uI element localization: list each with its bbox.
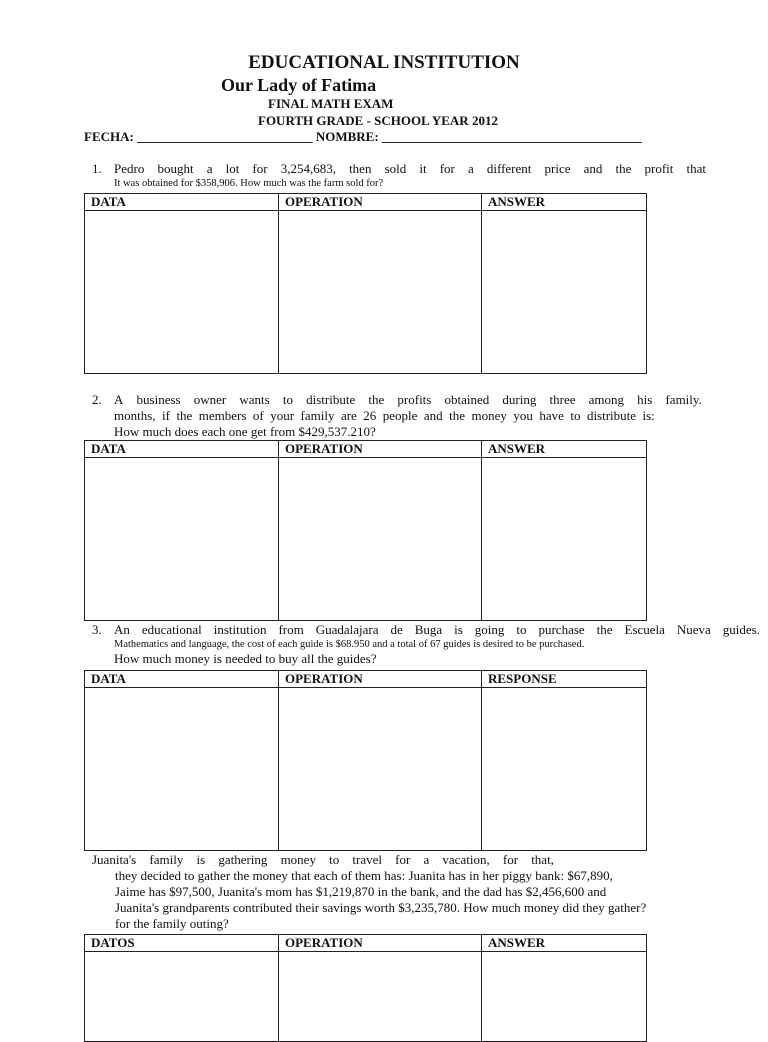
word: have: [539, 408, 564, 423]
column-header: ANSWER: [482, 935, 647, 952]
answer-table-3: [84, 670, 647, 851]
question-line: How much money is needed to buy all the guides?: [114, 651, 377, 666]
word: it: [419, 161, 427, 176]
word: Guadalajara: [315, 622, 379, 637]
operation-cell[interactable]: [279, 458, 482, 621]
question-line: It was obtained for $358,906. How much was the farm sold for?: [114, 178, 384, 189]
question-line: [114, 392, 702, 408]
word: the: [449, 408, 466, 423]
word: the: [596, 622, 613, 637]
word: A: [114, 392, 124, 407]
column-header: ANSWER: [482, 194, 647, 211]
question-line: [114, 408, 655, 424]
question-3: [92, 622, 760, 667]
question-2: [92, 392, 702, 440]
word: is: [454, 622, 463, 637]
word: family.: [665, 392, 702, 407]
school-name: Our Lady of Fatima: [221, 75, 377, 95]
word: is: [196, 852, 206, 867]
question-line: How much does each one get from $429,537.210?: [114, 424, 376, 439]
word: Pedro: [114, 161, 145, 176]
column-header: ANSWER: [482, 441, 647, 458]
answer-table-4: [84, 934, 647, 1042]
word: institution: [213, 622, 267, 637]
word: three: [549, 392, 576, 407]
word: different: [486, 161, 532, 176]
word: a: [206, 161, 213, 176]
institution-title: EDUCATIONAL INSTITUTION: [248, 52, 520, 73]
word: if: [162, 408, 170, 423]
word: going: [474, 622, 505, 637]
word: your: [270, 408, 295, 423]
word: a: [423, 852, 430, 867]
word: distribute: [586, 408, 637, 423]
response-cell[interactable]: [482, 688, 647, 851]
column-header: DATA: [85, 194, 279, 211]
word: during: [502, 392, 537, 407]
word: vacation,: [442, 852, 490, 867]
word: from: [278, 622, 304, 637]
word: for: [439, 161, 455, 176]
column-header: OPERATION: [279, 441, 482, 458]
word: people: [382, 408, 418, 423]
word: money: [471, 408, 507, 423]
word: you: [513, 408, 533, 423]
word: Nueva: [676, 622, 711, 637]
question-line: Jaime has $97,500, Juanita's mom has $1,219,870 in the bank, and the dad has $2,456,600 and: [115, 884, 607, 899]
question-line: [114, 622, 760, 638]
word: to: [570, 408, 581, 423]
word: sold: [384, 161, 407, 176]
word: and: [423, 408, 443, 423]
word: the: [368, 392, 385, 407]
data-cell[interactable]: [85, 952, 279, 1042]
word: guides.: [722, 622, 760, 637]
data-cell[interactable]: [85, 211, 279, 374]
word: that,: [531, 852, 554, 867]
word: months,: [114, 408, 156, 423]
question-number: 3.: [92, 622, 102, 637]
word: money: [280, 852, 316, 867]
word: is:: [642, 408, 655, 423]
question-line: [114, 161, 706, 177]
word: for: [252, 161, 268, 176]
word: among: [588, 392, 625, 407]
word: for: [395, 852, 411, 867]
question-number: 1.: [92, 161, 102, 176]
word: lot: [225, 161, 240, 176]
column-header: RESPONSE: [482, 671, 647, 688]
word: profit: [644, 161, 674, 176]
word: wants: [239, 392, 270, 407]
word: gathering: [218, 852, 268, 867]
question-number: 2.: [92, 392, 102, 407]
column-header: DATOS: [85, 935, 279, 952]
date-name-line: FECHA: ___________________________ NOMBRE: ________________________________________: [84, 129, 642, 144]
word: profits: [397, 392, 432, 407]
data-cell[interactable]: [85, 688, 279, 851]
word: family: [149, 852, 184, 867]
column-header: DATA: [85, 671, 279, 688]
word: to: [329, 852, 340, 867]
column-header: DATA: [85, 441, 279, 458]
word: that: [686, 161, 706, 176]
word: his: [637, 392, 653, 407]
word: 3,254,683,: [280, 161, 336, 176]
word: members: [198, 408, 247, 423]
exam-title: FINAL MATH EXAM: [268, 96, 394, 111]
word: to: [282, 392, 293, 407]
answer-cell[interactable]: [482, 458, 647, 621]
operation-cell[interactable]: [279, 952, 482, 1042]
word: price: [544, 161, 571, 176]
word: family: [300, 408, 335, 423]
word: the: [615, 161, 632, 176]
question-4: [92, 852, 692, 932]
operation-cell[interactable]: [279, 688, 482, 851]
word: purchase: [538, 622, 585, 637]
answer-cell[interactable]: [482, 211, 647, 374]
word: Juanita's: [92, 852, 137, 867]
operation-cell[interactable]: [279, 211, 482, 374]
question-line: Juanita's grandparents contributed their savings worth $3,235,780. How much money did they gather?: [115, 900, 647, 915]
word: for: [502, 852, 519, 867]
word: Escuela: [624, 622, 665, 637]
word: are: [340, 408, 357, 423]
answer-table-2: [84, 440, 647, 621]
word: bought: [157, 161, 194, 176]
word: de: [390, 622, 403, 637]
column-header: OPERATION: [279, 671, 482, 688]
question-line: [92, 852, 554, 868]
word: the: [176, 408, 193, 423]
answer-table-1: [84, 193, 647, 374]
question-line: they decided to gather the money that each of them has: Juanita has in her piggy bank: $67,890,: [115, 868, 613, 883]
question-line: for the family outing?: [115, 916, 229, 931]
word: owner: [193, 392, 227, 407]
word: An: [114, 622, 130, 637]
data-cell[interactable]: [85, 458, 279, 621]
question-line: Mathematics and language, the cost of each guide is $68.950 and a total of 67 guides is desired to be purchased.: [114, 639, 585, 650]
column-header: OPERATION: [279, 194, 482, 211]
word: business: [136, 392, 181, 407]
word: and: [583, 161, 603, 176]
question-1: [92, 161, 706, 190]
word: obtained: [444, 392, 490, 407]
word: a: [467, 161, 474, 176]
answer-cell[interactable]: [482, 952, 647, 1042]
word: then: [349, 161, 372, 176]
word: educational: [141, 622, 202, 637]
word: distribute: [306, 392, 356, 407]
word: of: [252, 408, 264, 423]
word: 26: [363, 408, 377, 423]
grade-year: FOURTH GRADE - SCHOOL YEAR 2012: [258, 113, 498, 128]
word: Buga: [414, 622, 443, 637]
word: travel: [352, 852, 382, 867]
column-header: OPERATION: [279, 935, 482, 952]
word: to: [516, 622, 527, 637]
